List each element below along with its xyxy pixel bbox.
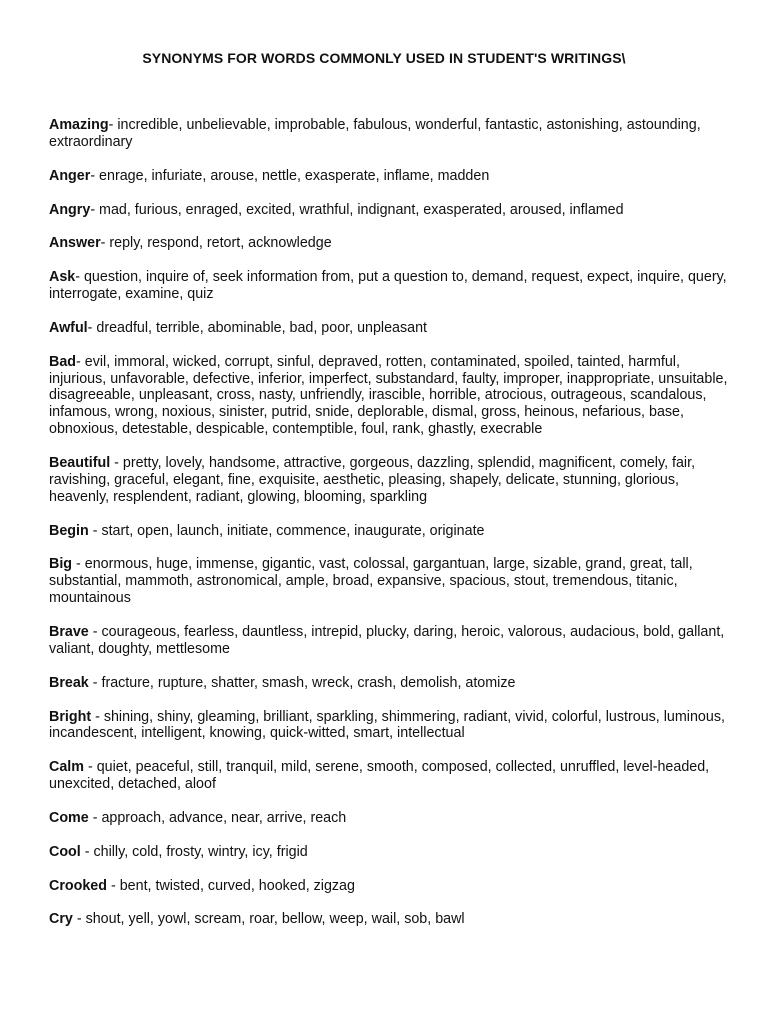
entry-synonyms: shout, yell, yowl, scream, roar, bellow, weep, wail, sob, bawl [85,911,465,928]
entry-separator: - [80,843,94,860]
entry-synonyms: enrage, infuriate, arouse, nettle, exasperate, inflame, madden [99,167,490,184]
entry-term: Beautiful [49,455,111,472]
entry-synonyms: bent, twisted, curved, hooked, zigzag [119,877,355,894]
entry-term: Answer [49,235,101,252]
synonym-entry-bright [49,709,739,743]
entry-separator: - [75,269,84,286]
entry-separator: - [72,556,85,573]
entry-term: Break [49,674,89,691]
entry-term: Anger [49,167,91,184]
entry-term: Cry [49,911,73,928]
entry-synonyms: incredible, unbelievable, improbable, fabulous, wonderful, fantastic, astonishing, astounding, extraordinary [49,117,701,150]
entry-term: Come [49,809,89,826]
entry-term: Calm [49,759,84,776]
entry-synonyms: pretty, lovely, handsome, attractive, gorgeous, dazzling, splendid, magnificent, comely, fair, ravishing, graceful, elegant, fine, exquisite, aesthetic, pleasing, shapely, delicate, stunning, glorious, heavenly, resplendent, radiant, glowing, blooming, sparkling [49,455,696,505]
entry-separator: - [88,522,102,539]
entry-separator: - [107,877,120,894]
entry-term: Brave [49,624,89,641]
entry-term: Amazing [49,117,109,133]
entry-term: Begin [49,522,89,539]
entry-synonyms: reply, respond, retort, acknowledge [109,235,332,252]
entry-separator: - [76,353,85,370]
entry-term: Ask [49,269,76,286]
synonym-entry-cool [49,844,739,861]
entry-term: Awful [49,319,88,336]
entry-separator: - [88,674,102,691]
entry-synonyms: question, inquire of, seek information from, put a question to, demand, request, expect, inquire, query, interrogate, examine, quiz [49,269,727,302]
entry-separator: - [91,708,104,725]
entry-separator: - [72,911,86,928]
entry-term: Crooked [49,877,107,894]
synonym-entry-bad [49,354,739,439]
synonym-entry-answer [49,235,739,252]
entry-synonyms: start, open, launch, initiate, commence, inaugurate, originate [101,522,485,539]
entry-term: Bad [49,353,77,370]
entry-synonyms: courageous, fearless, dauntless, intrepid, plucky, daring, heroic, valorous, audacious, bold, gallant, valiant, doughty, mettlesome [49,624,725,657]
entry-synonyms: fracture, rupture, shatter, smash, wreck, crash, demolish, atomize [101,674,516,691]
entry-separator: - [88,809,102,826]
entry-separator: - [110,455,123,472]
synonym-entry-big [49,556,739,607]
synonym-entry-brave [49,624,739,658]
entry-synonyms: quiet, peaceful, still, tranquil, mild, serene, smooth, composed, collected, unruffled, level-headed, unexcited, detached, aloof [49,759,710,793]
entry-term: Big [49,556,73,573]
entry-synonyms: evil, immoral, wicked, corrupt, sinful, depraved, rotten, contaminated, spoiled, tainted, harmful, injurious, unfavorable, defective, inferior, imperfect, substandard, faulty, improper, inappropriate, unsuitable, disagreeable, unpleasant, cross, nasty, unfriendly, irascible, horrible, atrocious, outrageous, scandalous, infamous, wrong, noxious, sinister, putrid, snide, deplorable, dismal, gross, heinous, nefarious, base, obnoxious, detestable, despicable, contemptible, foul, rank, ghastly, execrable [49,353,728,438]
entry-separator: - [100,235,110,252]
synonym-entry-anger [49,168,739,185]
synonym-entry-cry [49,911,739,928]
entry-separator: - [108,117,118,133]
entry-separator: - [88,624,102,641]
entry-synonyms: shining, shiny, gleaming, brilliant, sparkling, shimmering, radiant, vivid, colorful, lustrous, luminous, incandescent, intelligent, knowing, quick-witted, smart, intellectual [49,708,725,742]
entry-separator: - [83,759,97,776]
entry-separator: - [90,201,100,218]
synonym-entry-angry [49,202,739,219]
entry-synonyms: chilly, cold, frosty, wintry, icy, frigid [93,843,308,860]
synonym-entry-crooked [49,878,739,895]
entry-separator: - [90,167,100,184]
synonym-entry-amazing [49,117,739,151]
synonym-entry-break [49,675,739,692]
entry-synonyms: approach, advance, near, arrive, reach [101,809,347,826]
entry-term: Bright [49,708,92,725]
synonym-entry-beautiful [49,455,739,506]
synonym-entry-come [49,810,739,827]
entry-term: Angry [49,201,91,218]
synonym-entry-calm [49,759,739,793]
synonym-entry-begin [49,523,739,540]
entry-separator: - [87,319,97,336]
entry-synonyms: enormous, huge, immense, gigantic, vast, colossal, gargantuan, large, sizable, grand, great, tall, substantial, mammoth, astronomical, ample, broad, expansive, spacious, stout, tremendous, titanic, mountainous [49,556,693,607]
entry-term: Cool [49,843,81,860]
synonym-entry-awful [49,320,739,337]
document-title: SYNONYMS FOR WORDS COMMONLY USED IN STUDENT'S WRITINGS\ [142,50,626,66]
entry-synonyms: mad, furious, enraged, excited, wrathful, indignant, exasperated, aroused, inflamed [99,201,624,218]
synonym-entry-ask [49,269,739,303]
synonym-list [49,117,739,945]
entry-synonyms: dreadful, terrible, abominable, bad, poor, unpleasant [96,319,428,336]
